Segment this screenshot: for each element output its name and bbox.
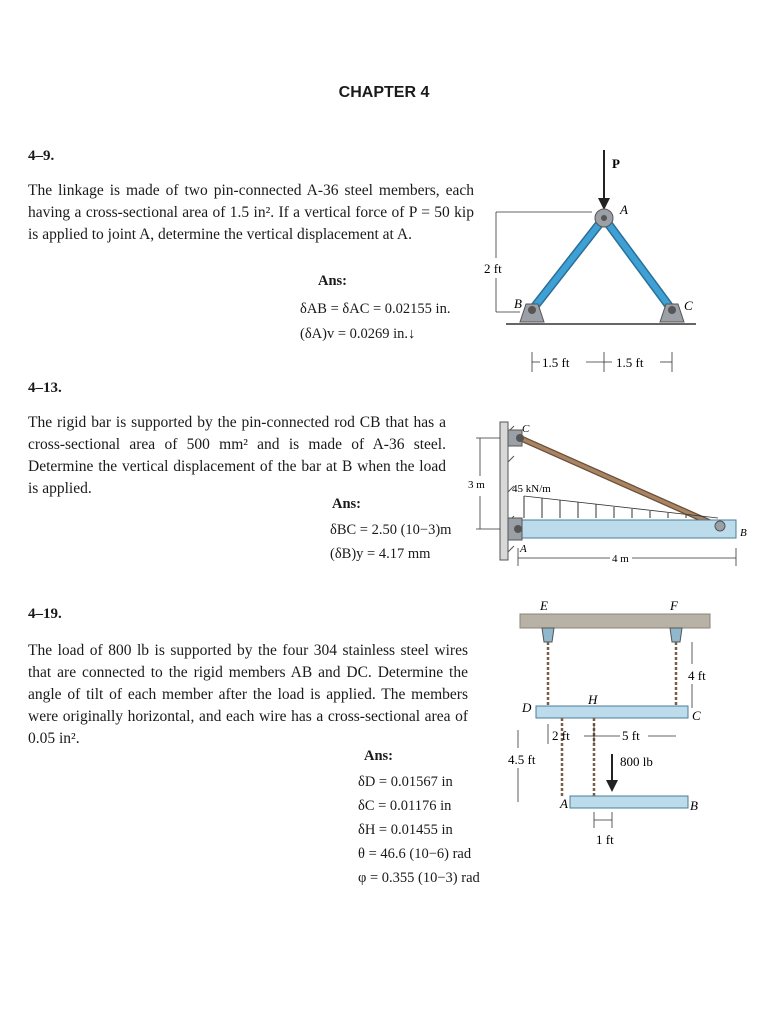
label-height: 3 m — [468, 479, 485, 491]
label-load: 800 lb — [620, 754, 653, 769]
wall-hatch — [508, 546, 514, 552]
rod-CB — [520, 438, 718, 526]
answer-line: θ = 46.6 (10−6) rad — [358, 846, 472, 862]
rigid-member-DC — [536, 706, 688, 718]
label-E: E — [540, 598, 548, 613]
label-B: B — [514, 296, 522, 311]
label-C: C — [692, 708, 701, 723]
chapter-title: CHAPTER 4 — [338, 84, 430, 101]
label-P: P — [612, 156, 620, 171]
figure-wire-system — [500, 596, 730, 852]
label-span-right: 1.5 ft — [616, 355, 644, 370]
label-B: B — [690, 798, 698, 813]
answer-line: δD = 0.01567 in — [358, 774, 453, 790]
label-5ft: 5 ft — [622, 728, 640, 743]
rigid-member-AB — [570, 796, 688, 808]
pin-dot — [668, 306, 676, 314]
problem-text-4-19: The load of 800 lb is supported by the four 304 stainless steel wires that are connected to the rigid members AB and DC. Determine the angle of tilt of each member after the load is applied. The members were originally horizontal, and each wire has a cross-sectional area of 0.05 in². — [28, 642, 468, 747]
label-H: H — [588, 692, 598, 707]
label-C: C — [522, 423, 530, 435]
pin-dot — [514, 525, 522, 533]
problem-text-4-9: The linkage is made of two pin-connected A-36 steel members, each having a cross-sectional area of 1.5 in². If a vertical force of P = 50 kip is applied to joint A, determine the vertical displacement at A. — [28, 182, 474, 243]
label-A: A — [560, 796, 568, 811]
label-length: 4 m — [612, 553, 629, 565]
bracket-F — [670, 628, 682, 642]
label-2ft: 2 ft — [552, 728, 570, 743]
pin-dot — [601, 215, 607, 221]
answer-line: φ = 0.355 (10−3) rad — [358, 870, 480, 886]
ceiling — [520, 614, 710, 628]
answer-label-4-13: Ans: — [332, 496, 362, 512]
answer-label-4-19: Ans: — [364, 748, 394, 764]
answer-line: δBC = 2.50 (10−3)m — [330, 522, 452, 538]
label-span-left: 1.5 ft — [542, 355, 570, 370]
wall — [500, 422, 508, 560]
label-D: D — [522, 700, 532, 715]
label-1ft: 1 ft — [596, 832, 614, 847]
problem-number-4-9: 4–9. — [28, 148, 55, 164]
answer-line: δH = 0.01455 in — [358, 822, 453, 838]
figure-rigid-bar — [466, 412, 756, 580]
label-load: 45 kN/m — [512, 483, 551, 495]
pin-dot — [528, 306, 536, 314]
label-B: B — [740, 527, 747, 539]
member-AB — [532, 218, 604, 310]
pin-B — [715, 521, 725, 531]
answer-line: (δA)v = 0.0269 in.↓ — [300, 326, 416, 342]
pin-dot — [516, 434, 524, 442]
problem-text-4-13: The rigid bar is supported by the pin-connected rod CB that has a cross-sectional area of 500 mm² and is made of A-36 steel. Determine the vertical displacement of the bar at B when the load is applied. — [28, 414, 446, 497]
wall-hatch — [508, 456, 514, 462]
label-A: A — [620, 202, 628, 217]
label-4ft: 4 ft — [688, 668, 706, 683]
label-height: 2 ft — [484, 261, 502, 276]
label-A: A — [520, 543, 527, 555]
figure-linkage — [476, 140, 716, 380]
label-F: F — [670, 598, 678, 613]
answer-label-4-9: Ans: — [318, 273, 348, 289]
load-arrow-head — [606, 780, 618, 792]
answer-line: δC = 0.01176 in — [358, 798, 452, 814]
load-envelope — [524, 496, 718, 518]
answer-line: δAB = δAC = 0.02155 in. — [300, 301, 451, 317]
problem-number-4-13: 4–13. — [28, 380, 62, 396]
member-AC — [604, 218, 672, 310]
rigid-bar-AB — [514, 520, 736, 538]
answer-line: (δB)y = 4.17 mm — [330, 546, 431, 562]
label-C: C — [684, 298, 693, 313]
problem-number-4-19: 4–19. — [28, 606, 62, 622]
label-4-5ft: 4.5 ft — [508, 752, 536, 767]
load-arrow-head — [598, 198, 610, 210]
bracket-E — [542, 628, 554, 642]
